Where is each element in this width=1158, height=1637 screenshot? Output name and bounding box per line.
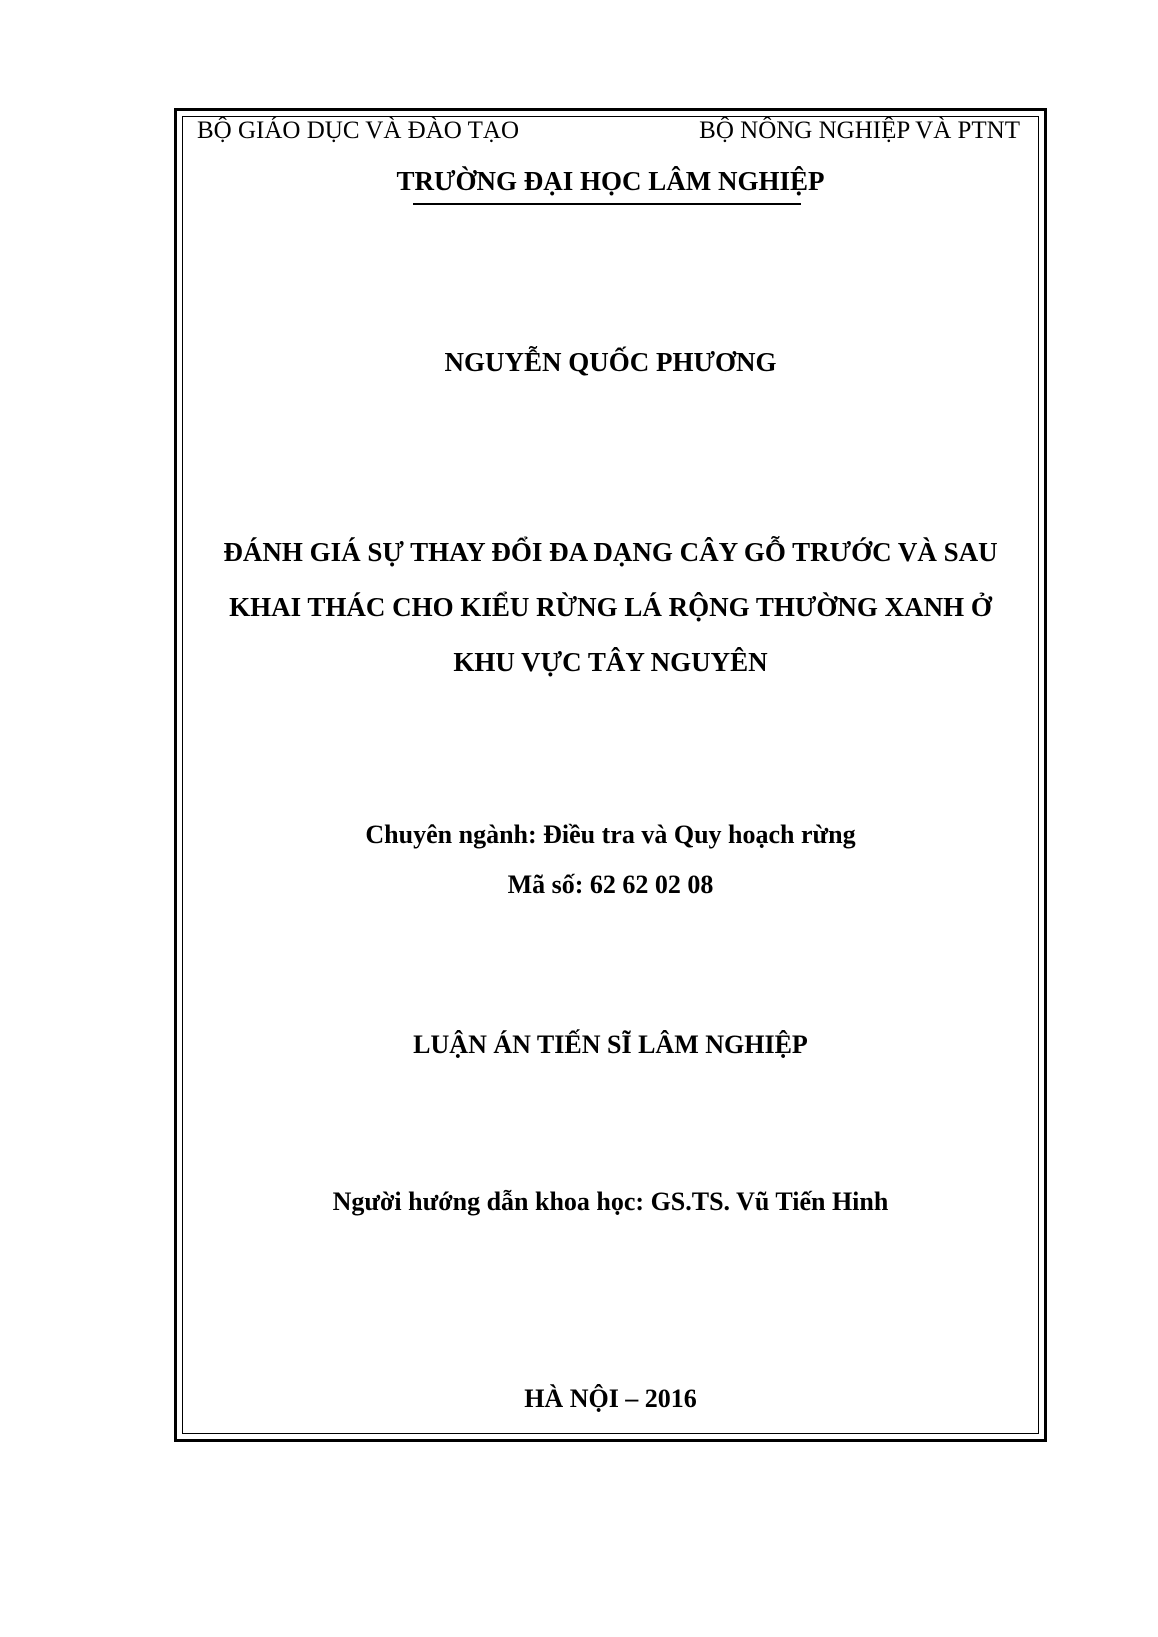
major: Chuyên ngành: Điều tra và Quy hoạch rừng (365, 820, 856, 849)
university-underline (413, 203, 801, 205)
degree-type: LUẬN ÁN TIẾN SĨ LÂM NGHIỆP (413, 1030, 808, 1059)
thesis-title-line-3: KHU VỰC TÂY NGUYÊN (453, 647, 768, 677)
supervisor: Người hướng dẫn khoa học: GS.TS. Vũ Tiến Hinh (332, 1187, 889, 1216)
page-border-inner (182, 116, 1039, 1434)
page-border (174, 108, 1047, 1442)
university-name: TRƯỜNG ĐẠI HỌC LÂM NGHIỆP (396, 166, 825, 196)
major-code: Mã số: 62 62 02 08 (507, 870, 714, 899)
thesis-title-line-2: KHAI THÁC CHO KIỂU RỪNG LÁ RỘNG THƯỜNG XANH Ở (229, 592, 992, 622)
thesis-title-line-1: ĐÁNH GIÁ SỰ THAY ĐỔI ĐA DẠNG CÂY GỖ TRƯỚC VÀ SAU (223, 537, 998, 567)
author-name: NGUYỄN QUỐC PHƯƠNG (444, 347, 777, 377)
ministry-left: BỘ GIÁO DỤC VÀ ĐÀO TẠO (197, 117, 519, 144)
ministry-right: BỘ NÔNG NGHIỆP VÀ PTNT (699, 117, 1020, 144)
thesis-title (174, 525, 1047, 690)
place-year: HÀ NỘI – 2016 (524, 1384, 697, 1413)
